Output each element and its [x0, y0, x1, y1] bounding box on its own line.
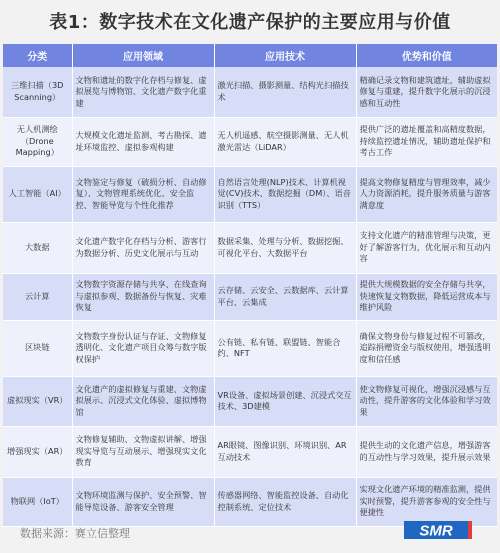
tech-cell: 数据采集、处理与分析、数据挖掘、可视化平台、大数据平台: [214, 222, 356, 273]
field-cell: 文物和遗址的数字化存档与修复、虚拟展览与博物馆、文化遗产数字化重建: [72, 67, 214, 117]
tech-cell: 自然语言处理(NLP)技术、计算机视觉(CV)技术、数据挖掘（DM）、语音识别（TTS）: [214, 166, 356, 222]
category-cell: 三维扫描（3D Scanning）: [3, 67, 72, 117]
tech-cell: VR设备、虚拟场景创建、沉浸式交互技术、3D建模: [214, 376, 356, 426]
header-category: 分类: [3, 44, 72, 67]
tech-cell: 激光扫描、摄影测量、结构光扫描技术: [214, 67, 356, 117]
table-row: [3, 117, 497, 166]
field-cell: 文物鉴定与修复（破损分析、自动修复）、文物管理系统优化、安全监控、智能导览与个性化推荐: [72, 166, 214, 222]
table-row: [3, 222, 497, 273]
field-cell: 大规模文化遗址监测、考古勘探、遗址环境监控、虚拟参观构建: [72, 117, 214, 166]
table-row: [3, 67, 497, 117]
svg-text:SMR: SMR: [419, 522, 453, 540]
table-row: [3, 426, 497, 477]
header-value: 优势和价值: [356, 44, 497, 67]
category-cell: 无人机测绘（Drone Mapping）: [3, 117, 72, 166]
category-cell: 云计算: [3, 273, 72, 320]
field-cell: 文化遗产数字化存档与分析、游客行为数据分析、历史文化展示与互动: [72, 222, 214, 273]
value-cell: 实现文化遗产环境的精准监测，提供实时预警，提升游客参观的安全性与便捷性: [356, 477, 497, 526]
category-cell: 虚拟现实（VR）: [3, 376, 72, 426]
field-cell: 文化遗产的虚拟修复与重建、文物虚拟展示、沉浸式文化体验、虚拟博物馆: [72, 376, 214, 426]
header-field: 应用领域: [72, 44, 214, 67]
value-cell: 支持文化遗产的精准管理与决策，更好了解游客行为，优化展示和互动内容: [356, 222, 497, 273]
source-note: 数据来源：赛立信整理: [20, 527, 130, 540]
page-title: 表1：数字技术在文化遗产保护的主要应用与价值: [49, 12, 451, 33]
field-cell: 文物环境监测与保护、安全预警、智能导览设备、游客安全管理: [72, 477, 214, 526]
header-tech: 应用技术: [214, 44, 356, 67]
value-cell: 使文物修复可视化，增强沉浸感与互动性，提升游客的文化体验和学习效果: [356, 376, 497, 426]
value-cell: 提供广泛的遗址覆盖和高精度数据，持续监控遗址情况，辅助遗址保护和考古工作: [356, 117, 497, 166]
content-table: [3, 44, 497, 527]
table-header-row: [3, 44, 497, 67]
value-cell: 提高文物修复精度与管理效率，减少人力资源消耗，提升服务质量与游客满意度: [356, 166, 497, 222]
table-row: [3, 273, 497, 320]
tech-cell: 无人机遥感、航空摄影测量、无人机激光雷达（LiDAR）: [214, 117, 356, 166]
tech-cell: AR眼镜、图像识别、环境识别、AR互动技术: [214, 426, 356, 477]
category-cell: 区块链: [3, 320, 72, 376]
tech-cell: 公有链、私有链、联盟链、智能合约、NFT: [214, 320, 356, 376]
category-cell: 大数据: [3, 222, 72, 273]
category-cell: 物联网（IoT）: [3, 477, 72, 526]
table-row: [3, 320, 497, 376]
tech-cell: 云存储、云安全、云数据库、云计算平台、云集成: [214, 273, 356, 320]
field-cell: 文物数字资源存储与共享、在线查询与虚拟参观、数据备份与恢复、灾难恢复: [72, 273, 214, 320]
value-cell: 确保文物身份与修复过程不可篡改，追踪捐赠资金与版权使用，增强透明度和信任感: [356, 320, 497, 376]
category-cell: 人工智能（AI）: [3, 166, 72, 222]
field-cell: 文物修复辅助、文物虚拟讲解、增强现实导览与互动展示、增强现实文化教育: [72, 426, 214, 477]
value-cell: 精确记录文物和建筑遗址，辅助虚拟修复与重建，提升数字化展示的沉浸感和互动性: [356, 67, 497, 117]
value-cell: 提供大规模数据的安全存储与共享，快速恢复文物数据，降低运营成本与维护风险: [356, 273, 497, 320]
category-cell: 增强现实（AR）: [3, 426, 72, 477]
value-cell: 提供生动的文化遗产信息，增强游客的互动性与学习效果，提升展示效果: [356, 426, 497, 477]
smr-logo: [404, 519, 482, 541]
table-row: [3, 166, 497, 222]
tech-cell: 传感器网络、智能监控设备、自动化控制系统、定位技术: [214, 477, 356, 526]
field-cell: 文物数字身份认证与存证、文物修复透明化、文化遗产项目众筹与数字版权保护: [72, 320, 214, 376]
table-row: [3, 376, 497, 426]
